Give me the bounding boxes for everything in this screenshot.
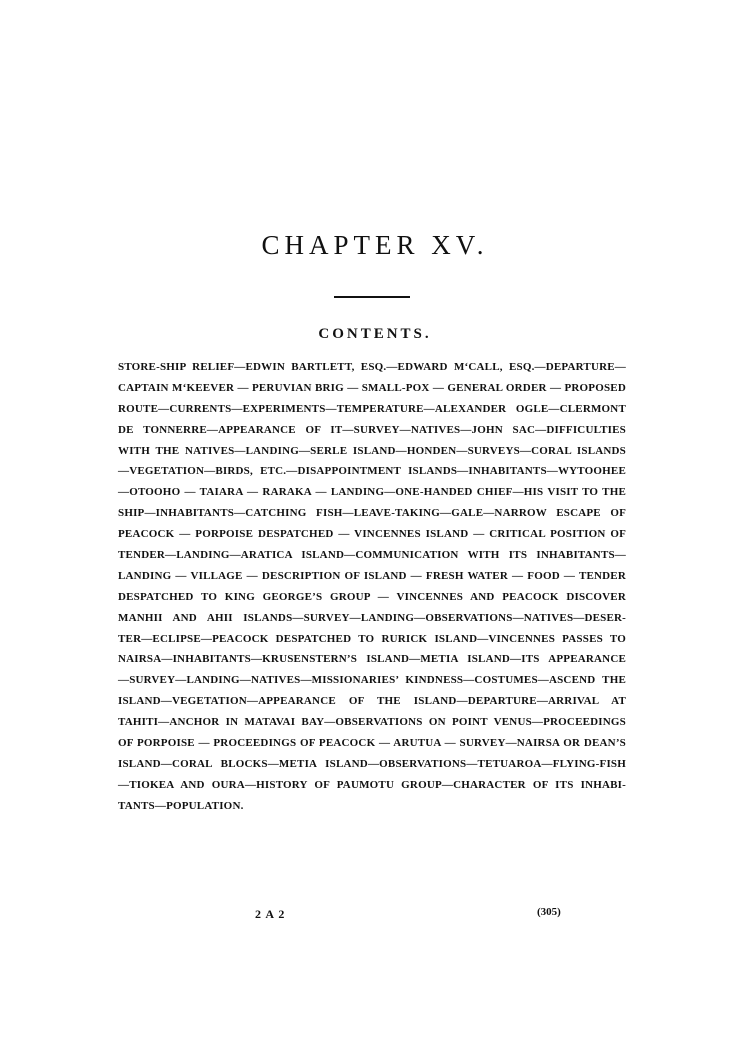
contents-line: OF PORPOISE — PROCEEDINGS OF PEACOCK — ARUTUA — SURVEY—NAIRSA OR DEAN’S <box>118 737 626 750</box>
contents-line: STORE-SHIP RELIEF—EDWIN BARTLETT, ESQ.—EDWARD M‘CALL, ESQ.—DEPARTURE— <box>118 361 626 373</box>
contents-line: DE TONNERRE—APPEARANCE OF IT—SURVEY—NATIVES—JOHN SAC—DIFFICULTIES <box>118 423 626 436</box>
contents-line: CAPTAIN M‘KEEVER — PERUVIAN BRIG — SMALL-POX — GENERAL ORDER — PROPOSED <box>118 381 626 394</box>
contents-line: TAHITI—ANCHOR IN MATAVAI BAY—OBSERVATIONS ON POINT VENUS—PROCEEDINGS <box>118 716 626 729</box>
contents-line: PEACOCK — PORPOISE DESPATCHED — VINCENNES ISLAND — CRITICAL POSITION OF <box>118 528 626 541</box>
contents-line: —SURVEY—LANDING—NATIVES—MISSIONARIES’ KINDNESS—COSTUMES—ASCEND THE <box>118 674 626 687</box>
signature-mark: 2 A 2 <box>255 907 286 921</box>
contents-line: DESPATCHED TO KING GEORGE’S GROUP — VINCENNES AND PEACOCK DISCOVER <box>118 590 626 603</box>
contents-line: WITH THE NATIVES—LANDING—SERLE ISLAND—HONDEN—SURVEYS—CORAL ISLANDS <box>118 444 626 457</box>
contents-summary <box>118 357 626 817</box>
contents-line: ISLAND—CORAL BLOCKS—METIA ISLAND—OBSERVATIONS—TETUAROA—FLYING-FISH <box>118 757 626 770</box>
contents-line: LANDING — VILLAGE — DESCRIPTION OF ISLAND — FRESH WATER — FOOD — TENDER <box>118 569 626 582</box>
contents-line: TANTS—POPULATION. <box>118 799 244 812</box>
contents-heading: CONTENTS. <box>318 326 432 342</box>
chapter-title: CHAPTER XV. <box>261 230 489 260</box>
contents-line: ROUTE—CURRENTS—EXPERIMENTS—TEMPERATURE—ALEXANDER OGLE—CLERMONT <box>118 402 626 415</box>
contents-line: —TIOKEA AND OURA—HISTORY OF PAUMOTU GROUP—CHARACTER OF ITS INHABI- <box>118 778 626 791</box>
contents-line: ISLAND—VEGETATION—APPEARANCE OF THE ISLAND—DEPARTURE—ARRIVAL AT <box>118 695 626 708</box>
contents-line: NAIRSA—INHABITANTS—KRUSENSTERN’S ISLAND—METIA ISLAND—ITS APPEARANCE <box>118 653 626 666</box>
contents-line: TER—ECLIPSE—PEACOCK DESPATCHED TO RURICK ISLAND—VINCENNES PASSES TO <box>118 632 626 645</box>
contents-line: —OTOOHO — TAIARA — RARAKA — LANDING—ONE-HANDED CHIEF—HIS VISIT TO THE <box>118 486 626 499</box>
contents-line: —VEGETATION—BIRDS, ETC.—DISAPPOINTMENT ISLANDS—INHABITANTS—WYTOOHEE <box>118 465 626 478</box>
contents-line: MANHII AND AHII ISLANDS—SURVEY—LANDING—OBSERVATIONS—NATIVES—DESER- <box>118 611 626 624</box>
contents-line: TENDER—LANDING—ARATICA ISLAND—COMMUNICATION WITH ITS INHABITANTS— <box>118 549 626 562</box>
contents-line: SHIP—INHABITANTS—CATCHING FISH—LEAVE-TAKING—GALE—NARROW ESCAPE OF <box>118 507 626 520</box>
title-rule <box>334 296 410 298</box>
page-number: (305) <box>537 906 561 918</box>
